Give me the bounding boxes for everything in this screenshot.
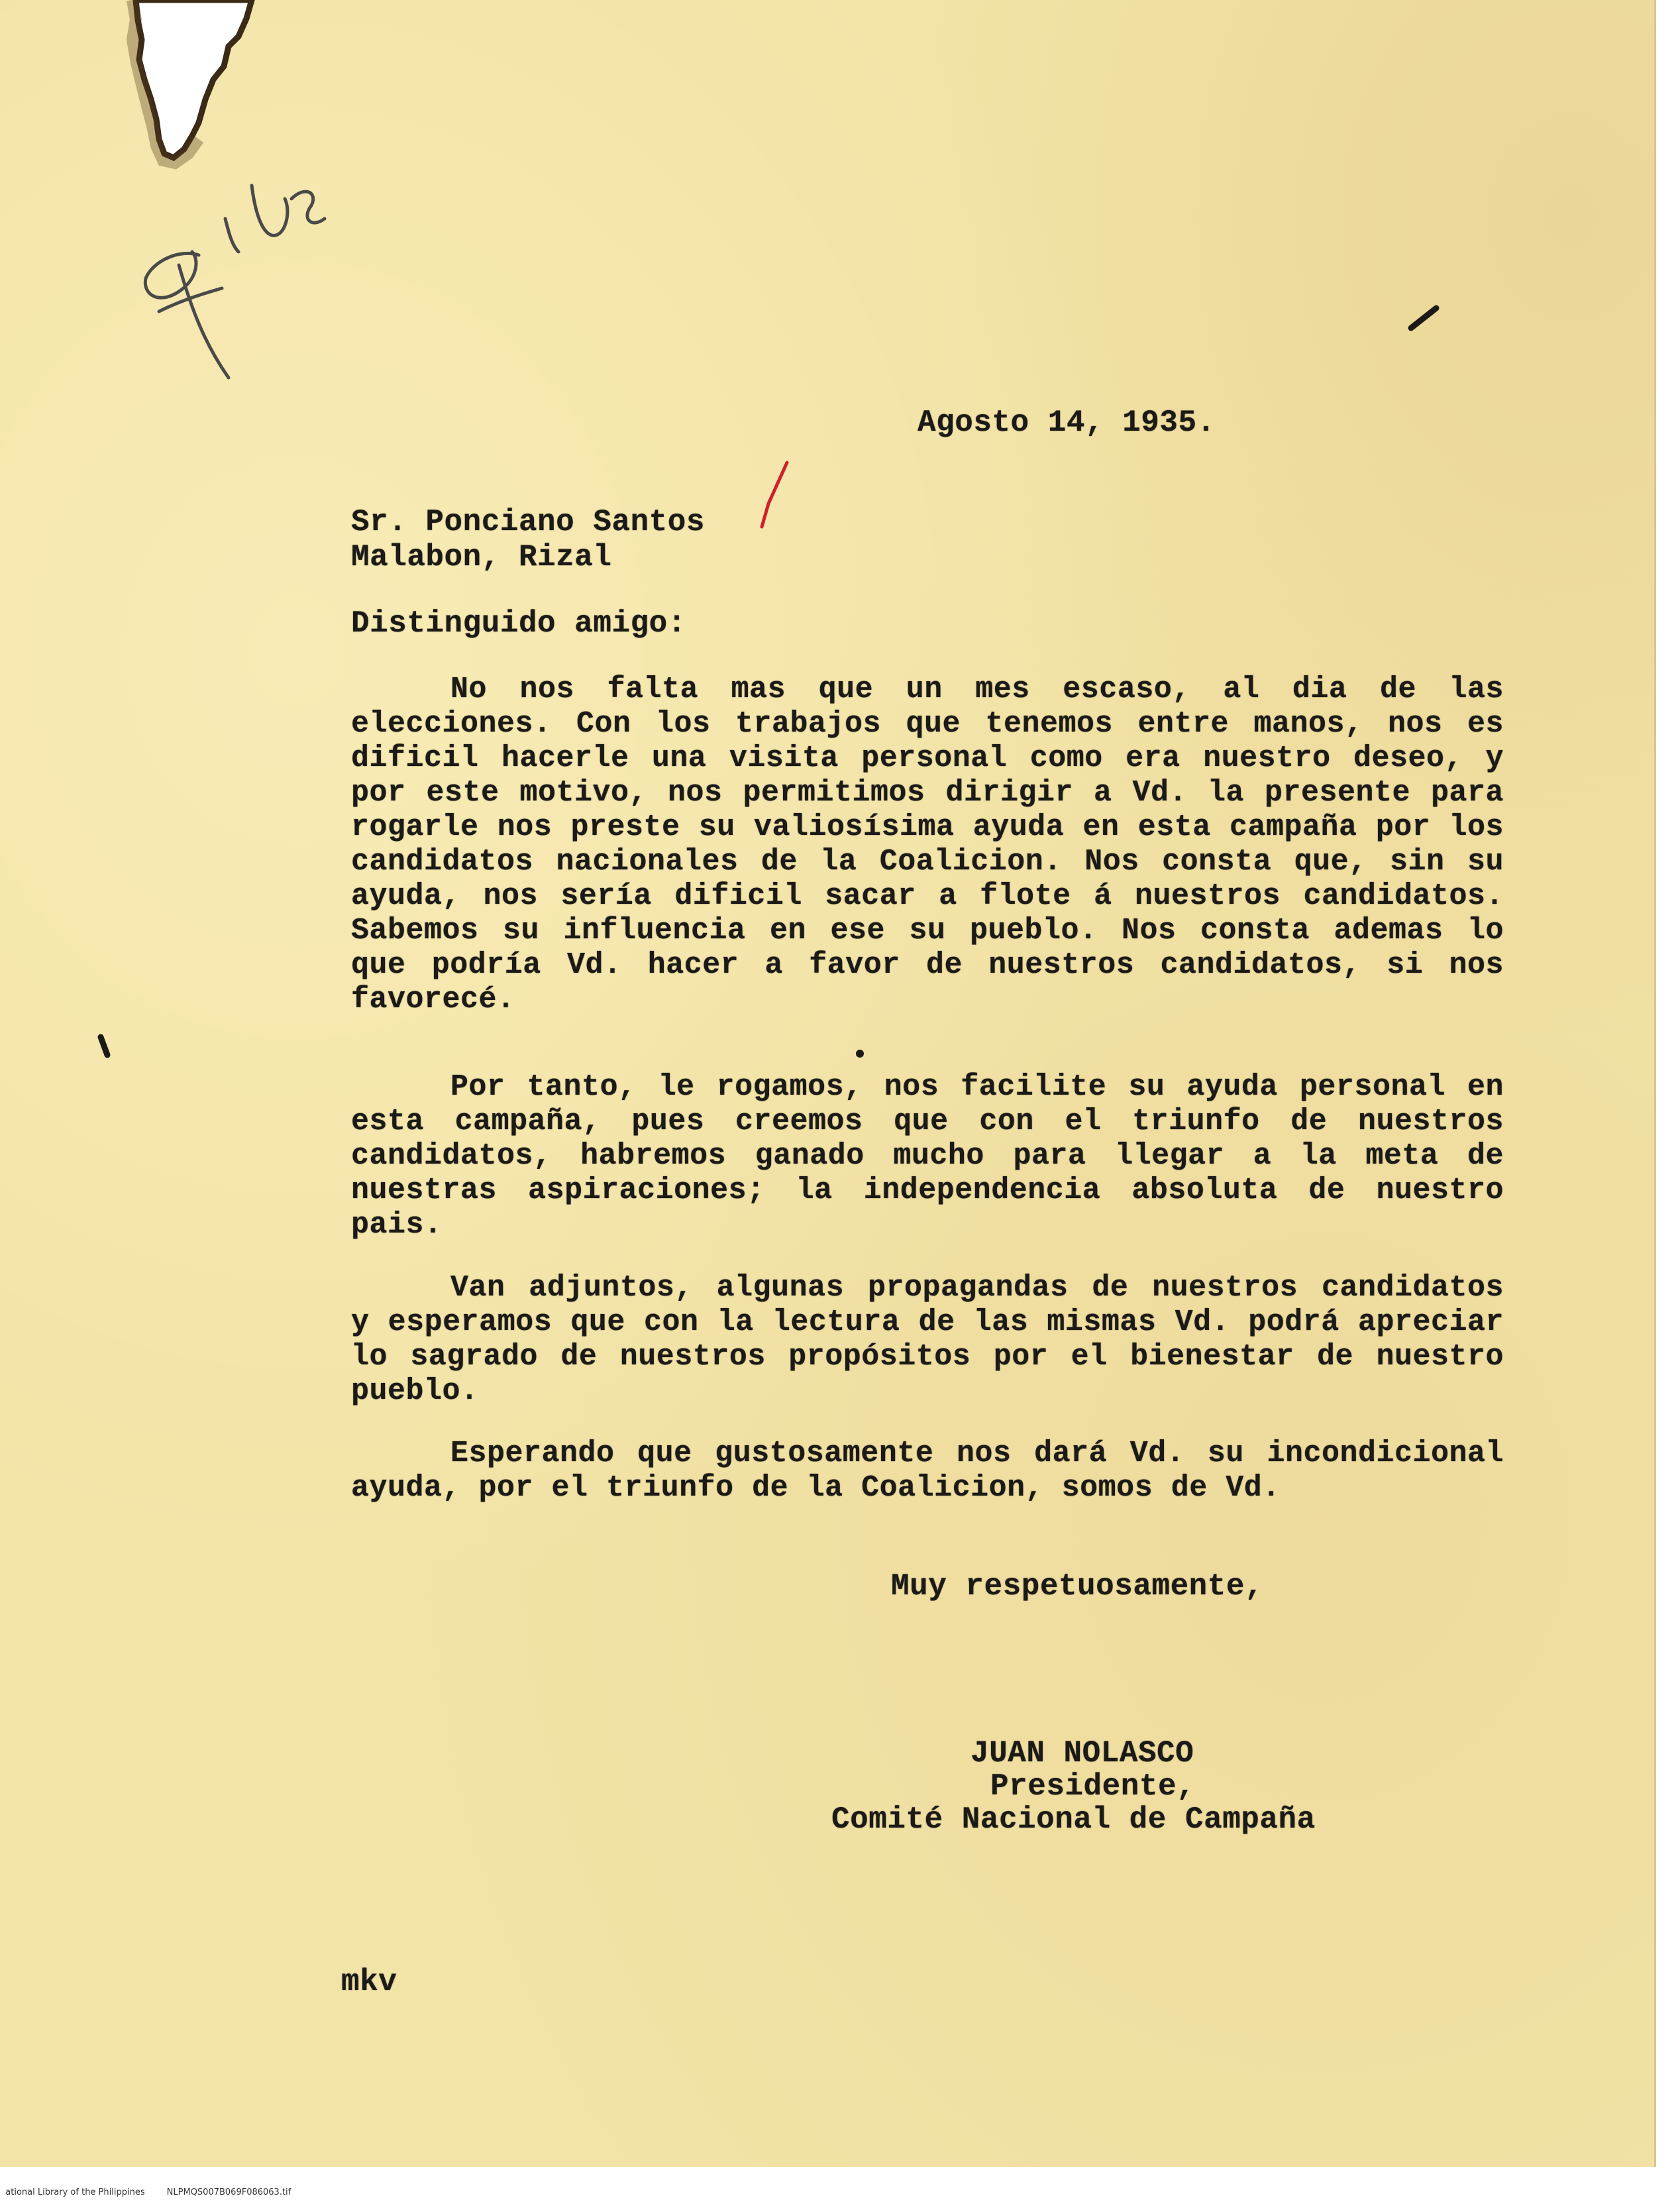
ink-speck (856, 1050, 864, 1058)
closing: Muy respetuosamente, (891, 1569, 1264, 1604)
signature-name: JUAN NOLASCO (971, 1736, 1194, 1771)
ink-dash-mark (1411, 308, 1436, 328)
ink-dot-mark (101, 1037, 107, 1055)
recipient-name: Sr. Ponciano Santos (351, 505, 705, 539)
body-paragraph-1: No nos falta mas que un mes escaso, al dia de las elecciones. Con los trabajos que tenemos entre manos, nos es dificil hacerle una visita personal como era nuestro deseo, y por este motivo, nos permitimos dirigir a Vd. la presente para rogarle nos preste su valiosísima ayuda en esta campaña por los candidatos nacionales de la Coalicion. Nos consta que, sin su ayuda, nos sería dificil sacar a flote á nuestros candidatos. Sabemos su influencia en ese su pueblo. Nos consta ademas lo que podría Vd. hacer a favor de nuestros candidatos, si nos favorecé. (351, 673, 1504, 1017)
scan-caption (0, 2171, 291, 2197)
handwritten-file-note (145, 186, 325, 378)
signature-organization: Comité Nacional de Campaña (831, 1802, 1316, 1837)
recipient-location: Malabon, Rizal (351, 540, 612, 575)
scan-caption-file: NLPMQS007B069F086063.tif (166, 2187, 291, 2197)
salutation: Distinguido amigo: (351, 606, 686, 641)
letter-date: Agosto 14, 1935. (918, 406, 1216, 440)
handwritten-note-stroke-f (145, 252, 229, 378)
body-paragraph-4: Esperando que gustosamente nos dará Vd. su incondicional ayuda, por el triunfo de la Coalicion, somos de Vd. (351, 1437, 1504, 1505)
signature-title: Presidente, (990, 1769, 1196, 1804)
red-check-mark (762, 463, 787, 527)
body-paragraph-2: Por tanto, le rogamos, nos facilite su ayuda personal en esta campaña, pues creemos que con el triunfo de nuestros candidatos, habremos ganado mucho para llegar a la meta de nuestras aspiraciones; la independencia absoluta de nuestro pais. (351, 1070, 1504, 1242)
scan-caption-archive: ational Library of the Philippines (5, 2187, 145, 2197)
typist-initials: mkv (341, 1965, 397, 1999)
handwritten-note-stroke-ile (225, 186, 325, 252)
body-paragraph-3: Van adjuntos, algunas propagandas de nuestros candidatos y esperamos que con la lectura de las mismas Vd. podrá apreciar lo sagrado de nuestros propósitos por el bienestar de nuestro pueblo. (351, 1271, 1504, 1408)
